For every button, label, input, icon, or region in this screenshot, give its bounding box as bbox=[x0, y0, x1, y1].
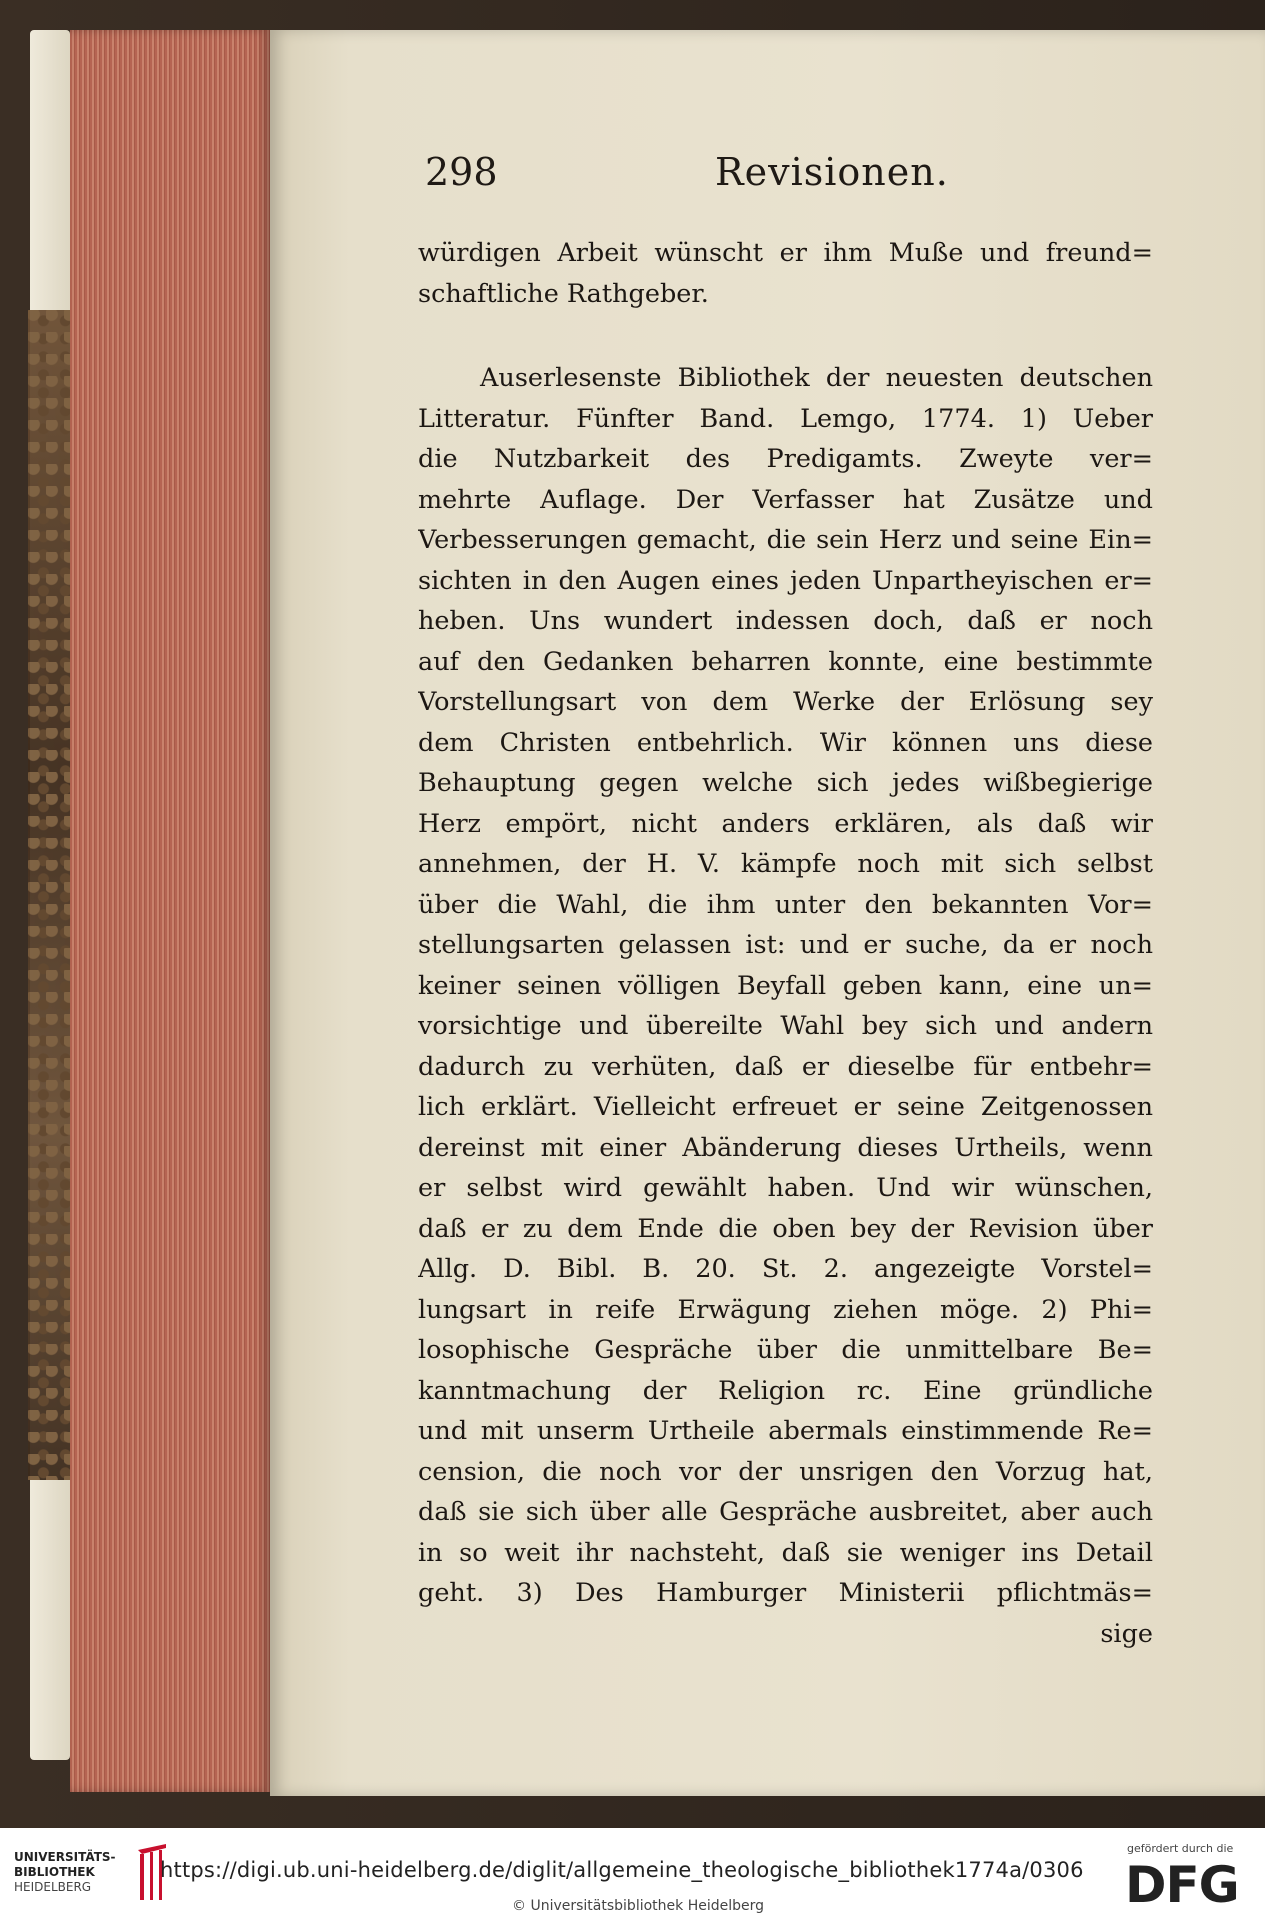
text-line: kanntmachung der Religion rc. Eine gründliche bbox=[418, 1375, 1153, 1406]
text-line: stellungsarten gelassen ist: und er suche, da er noch bbox=[418, 930, 1153, 960]
running-title: Revisionen. bbox=[715, 150, 949, 194]
text-line: Behauptung gegen welche sich jedes wißbegierige bbox=[418, 768, 1153, 798]
text-line: die Nutzbarkeit des Predigamts. Zweyte ver= bbox=[418, 444, 1153, 474]
body-text bbox=[418, 233, 1153, 1654]
page-number: 298 bbox=[425, 150, 498, 194]
copyright-text: © Universitätsbibliothek Heidelberg bbox=[512, 1898, 765, 1914]
text-line: dereinst mit einer Abänderung dieses Urtheils, wenn bbox=[418, 1132, 1153, 1163]
text-line: dadurch zu verhüten, daß er dieselbe für entbehr= bbox=[418, 1051, 1153, 1082]
text-line: Litteratur. Fünfter Band. Lemgo, 1774. 1) Ueber bbox=[418, 403, 1153, 434]
text-line: keiner seinen völligen Beyfall geben kann, eine un= bbox=[418, 970, 1153, 1001]
text-line: Herz empört, nicht anders erklären, als daß wir bbox=[418, 808, 1153, 839]
dfg-logo: DFG bbox=[1125, 1856, 1239, 1914]
text-line: auf den Gedanken beharren konnte, eine bestimmte bbox=[418, 646, 1153, 677]
text-line: lungsart in reife Erwägung ziehen möge. 2) Phi= bbox=[418, 1294, 1153, 1325]
text-line: mehrte Auflage. Der Verfasser hat Zusätze und bbox=[418, 484, 1153, 515]
text-line: Allg. D. Bibl. B. 20. St. 2. angezeigte Vorstel= bbox=[418, 1254, 1153, 1284]
text-line: geht. 3) Des Hamburger Ministerii pflichtmäs= bbox=[418, 1578, 1153, 1608]
text-line: Vorstellungsart von dem Werke der Erlösung sey bbox=[418, 687, 1153, 717]
page-header bbox=[425, 150, 1195, 210]
text-line: lich erklärt. Vielleicht erfreuet er seine Zeitgenossen bbox=[418, 1092, 1153, 1122]
text-line: vorsichtige und übereilte Wahl bey sich und andern bbox=[418, 1011, 1153, 1041]
text-line: über die Wahl, die ihm unter den bekannten Vor= bbox=[418, 889, 1153, 920]
text-line: sichten in den Augen eines jeden Unpartheyischen er= bbox=[418, 565, 1153, 596]
viewer-footer bbox=[0, 1828, 1265, 1921]
page-edges bbox=[70, 30, 270, 1792]
text-line: annehmen, der H. V. kämpfe noch mit sich selbst bbox=[418, 849, 1153, 879]
text-line: dem Christen entbehrlich. Wir können uns diese bbox=[418, 727, 1153, 758]
text-line: und mit unserm Urtheile abermals einstimmende Re= bbox=[418, 1416, 1153, 1446]
library-line: BIBLIOTHEK bbox=[14, 1865, 95, 1879]
text-line: daß er zu dem Ende die oben bey der Revision über bbox=[418, 1213, 1153, 1244]
text-line: heben. Uns wundert indessen doch, daß er noch bbox=[418, 606, 1153, 636]
text-line: cension, die noch vor der unsrigen den Vorzug hat, bbox=[418, 1456, 1153, 1487]
text-line: er selbst wird gewählt haben. Und wir wünschen, bbox=[418, 1173, 1153, 1203]
text-line: würdigen Arbeit wünscht er ihm Muße und freund= bbox=[418, 238, 1153, 268]
sponsor-text: gefördert durch die bbox=[1127, 1842, 1234, 1855]
text-line: Verbesserungen gemacht, die sein Herz und seine Ein= bbox=[418, 525, 1153, 555]
library-name bbox=[14, 1850, 134, 1895]
text-line: schaftliche Rathgeber. bbox=[418, 278, 709, 309]
text-line: Auserlesenste Bibliothek der neuesten deutschen bbox=[480, 363, 1153, 393]
catchword: sige bbox=[1100, 1618, 1153, 1649]
text-line: losophische Gespräche über die unmittelbare Be= bbox=[418, 1335, 1153, 1365]
marbled-cover bbox=[28, 310, 70, 1480]
library-line: HEIDELBERG bbox=[14, 1880, 92, 1894]
text-line: in so weit ihr nachsteht, daß sie weniger ins Detail bbox=[418, 1537, 1153, 1568]
text-line: daß sie sich über alle Gespräche ausbreitet, aber auch bbox=[418, 1497, 1153, 1527]
library-line: UNIVERSITÄTS- bbox=[14, 1850, 116, 1864]
permalink-url[interactable]: https://digi.ub.uni-heidelberg.de/diglit/allgemeine_theologische_bibliothek1774a/0306 bbox=[160, 1858, 1084, 1882]
